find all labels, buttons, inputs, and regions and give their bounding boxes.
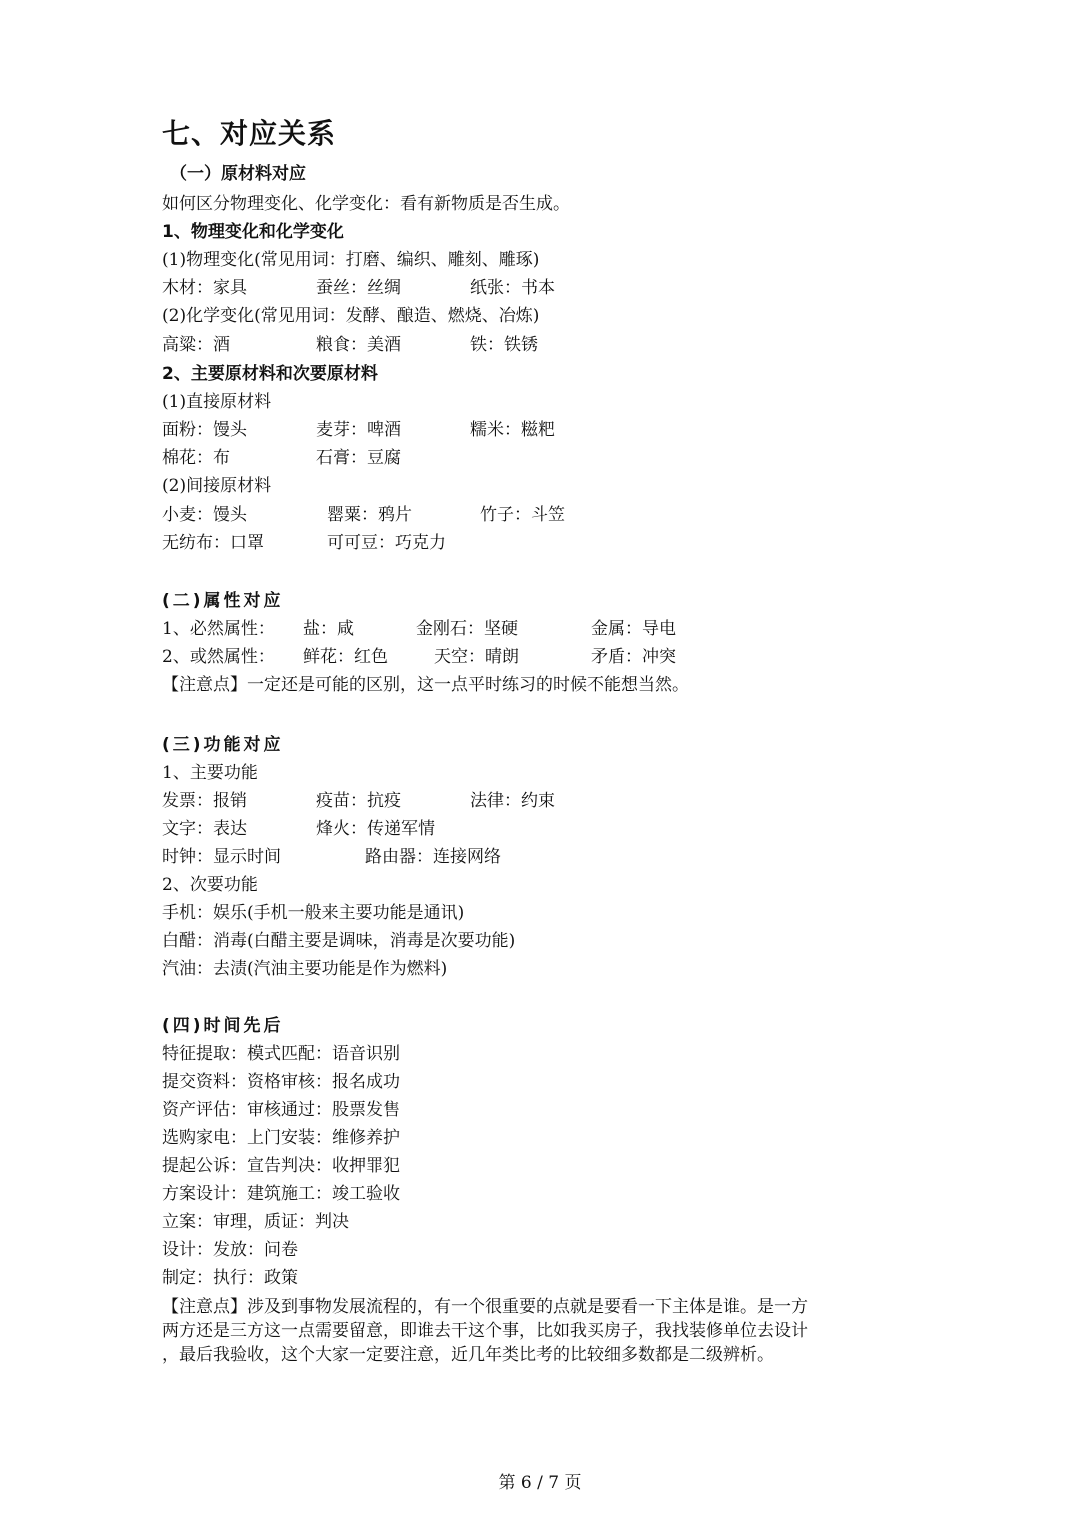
main-function-row-3	[162, 846, 862, 868]
main-function-row-1	[162, 790, 862, 812]
indirect-examples-row-1	[162, 504, 862, 526]
example-item: 金属：导电	[591, 619, 676, 639]
example-item: 蚕丝：丝绸	[316, 278, 401, 298]
indirect-examples-row-2	[162, 532, 862, 554]
example-item: 时钟：显示时间	[162, 847, 281, 867]
example-item: 发票：报销	[162, 791, 247, 811]
direct-examples-row-2	[162, 447, 862, 469]
page-title: 七、对应关系	[162, 117, 337, 150]
example-item: 鲜花：红色	[303, 647, 388, 667]
section-heading-time-order: (四)时间先后	[162, 1016, 284, 1036]
time-order-note-line: ，最后我验收，这个大家一定要注意，近几年类比考的比较细多数都是二级辨析。	[162, 1345, 774, 1365]
necessary-attributes-row	[162, 618, 862, 640]
example-item: 高粱：酒	[162, 335, 230, 355]
sequence-item: 特征提取：模式匹配：语音识别	[162, 1044, 400, 1064]
example-item: 糯米：糍粑	[470, 420, 555, 440]
example-item: 疫苗：抗疫	[316, 791, 401, 811]
example-item: 文字：表达	[162, 819, 247, 839]
sequence-item: 资产评估：审核通过：股票发售	[162, 1100, 400, 1120]
example-item: 罂粟：鸦片	[327, 505, 412, 525]
example-item: 盐：咸	[303, 619, 354, 639]
main-function-row-2	[162, 818, 862, 840]
example-item: 木材：家具	[162, 278, 247, 298]
minor-function-label: 2、次要功能	[162, 875, 258, 895]
section-heading-functions: (三)功能对应	[162, 735, 284, 755]
chemical-examples-row	[162, 334, 862, 356]
sequence-item: 提起公诉：宣告判决：收押罪犯	[162, 1156, 400, 1176]
example-item: 路由器：连接网络	[365, 847, 501, 867]
subheading-primary-secondary: 2、主要原材料和次要原材料	[162, 364, 378, 384]
minor-function-item: 汽油：去渍(汽油主要功能是作为燃料)	[162, 959, 448, 979]
sequence-item: 选购家电：上门安装：维修养护	[162, 1128, 400, 1148]
page-number: 第 6 / 7 页	[498, 1473, 582, 1493]
sequence-item: 立案：审理，质证：判决	[162, 1212, 349, 1232]
example-item: 金刚石：坚硬	[416, 619, 518, 639]
example-item: 天空：晴朗	[434, 647, 519, 667]
minor-function-item: 白醋：消毒(白醋主要是调味，消毒是次要功能)	[162, 931, 516, 951]
possible-attributes-row	[162, 646, 862, 668]
example-item: 面粉：馒头	[162, 420, 247, 440]
example-item: 石膏：豆腐	[316, 448, 401, 468]
example-item: 棉花：布	[162, 448, 230, 468]
time-order-note-line: 【注意点】涉及到事物发展流程的，有一个很重要的点就是要看一下主体是谁。是一方	[162, 1297, 808, 1317]
section-heading-raw-materials: （一）原材料对应	[170, 164, 306, 184]
example-item: 法律：约束	[470, 791, 555, 811]
chemical-change-label: (2)化学变化(常见用词：发酵、酿造、燃烧、冶炼)	[162, 306, 540, 326]
subheading-physical-chemical: 1、物理变化和化学变化	[162, 222, 344, 242]
intro-text: 如何区分物理变化、化学变化：看有新物质是否生成。	[162, 194, 570, 214]
example-item: 竹子：斗笠	[480, 505, 565, 525]
example-item: 可可豆：巧克力	[327, 533, 446, 553]
sequence-item: 方案设计：建筑施工：竣工验收	[162, 1184, 400, 1204]
example-item: 烽火：传递军情	[316, 819, 435, 839]
direct-examples-row-1	[162, 419, 862, 441]
example-item: 纸张：书本	[470, 278, 555, 298]
section-heading-attributes: (二)属性对应	[162, 591, 284, 611]
sequence-item: 制定：执行：政策	[162, 1268, 298, 1288]
attribute-label: 1、必然属性：	[162, 619, 275, 639]
attribute-label: 2、或然属性：	[162, 647, 275, 667]
physical-change-label: (1)物理变化(常见用词：打磨、编织、雕刻、雕琢)	[162, 250, 540, 270]
example-item: 粮食：美酒	[316, 335, 401, 355]
example-item: 小麦：馒头	[162, 505, 247, 525]
attributes-note: 【注意点】一定还是可能的区别，这一点平时练习的时候不能想当然。	[162, 675, 689, 695]
sequence-item: 提交资料：资格审核：报名成功	[162, 1072, 400, 1092]
indirect-materials-label: (2)间接原材料	[162, 476, 272, 496]
direct-materials-label: (1)直接原材料	[162, 392, 272, 412]
time-order-note-line: 两方还是三方这一点需要留意，即谁去干这个事，比如我买房子，我找装修单位去设计	[162, 1321, 808, 1341]
example-item: 矛盾：冲突	[591, 647, 676, 667]
physical-examples-row	[162, 277, 862, 299]
example-item: 铁：铁锈	[470, 335, 538, 355]
main-function-label: 1、主要功能	[162, 763, 258, 783]
example-item: 无纺布：口罩	[162, 533, 264, 553]
example-item: 麦芽：啤酒	[316, 420, 401, 440]
minor-function-item: 手机：娱乐(手机一般来主要功能是通讯)	[162, 903, 465, 923]
sequence-item: 设计：发放：问卷	[162, 1240, 298, 1260]
